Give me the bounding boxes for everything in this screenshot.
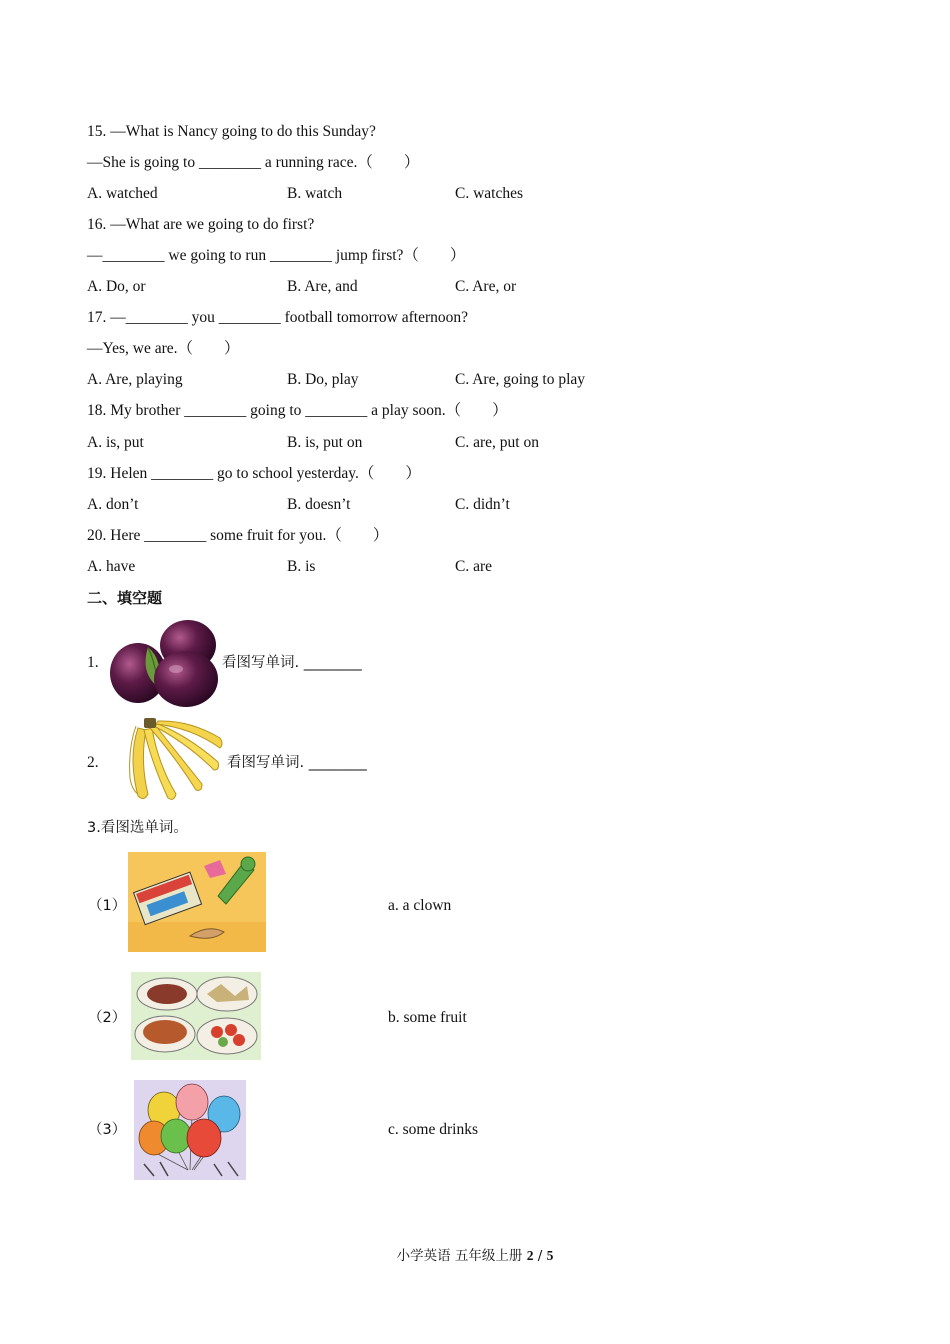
question-15-stem: 15. —What is Nancy going to do this Sunday? — [87, 123, 376, 140]
option-a: A. Are, playing — [87, 371, 183, 388]
question-16-blank: —________ we going to run ________ jump first?（ ） — [87, 247, 466, 264]
fill-item-3-title: 3.看图选单词。 — [87, 820, 188, 836]
question-19-stem: 19. Helen ________ go to school yesterday.（ ） — [87, 465, 421, 482]
fill-item-2-number: 2. — [87, 754, 99, 771]
option-a: A. don’t — [87, 496, 139, 513]
option-c: C. watches — [455, 185, 524, 202]
option-b: B. watch — [287, 185, 343, 202]
footer-page-number: 2 — [526, 1248, 534, 1263]
match-option-c: c. some drinks — [388, 1121, 478, 1138]
section-heading: 二、填空题 — [87, 589, 163, 607]
question-18-stem: 18. My brother ________ going to ________ a play soon.（ ） — [87, 402, 508, 419]
option-a: A. watched — [87, 185, 158, 202]
party-items-image — [128, 852, 266, 952]
question-16-stem: 16. —What are we going to do first? — [87, 216, 315, 233]
food-plates-image — [131, 972, 261, 1060]
banana-image — [108, 718, 224, 808]
question-16-options — [87, 277, 787, 297]
option-b: B. is, put on — [287, 434, 363, 451]
match-3-number: （3） — [88, 1122, 127, 1138]
option-a: A. have — [87, 558, 136, 575]
question-15-options — [87, 184, 787, 204]
plum-image — [106, 617, 220, 709]
option-c: C. are — [455, 558, 493, 575]
option-c: C. Are, going to play — [455, 371, 586, 388]
question-17-options — [87, 370, 787, 390]
question-19-options — [87, 495, 787, 515]
match-1-number: （1） — [88, 898, 127, 914]
match-option-b: b. some fruit — [388, 1009, 467, 1026]
question-17-answer: —Yes, we are.（ ） — [87, 340, 240, 357]
match-option-a: a. a clown — [388, 897, 452, 914]
option-a: A. is, put — [87, 434, 144, 451]
question-18-options — [87, 433, 787, 453]
question-15-blank: —She is going to ________ a running race.（ ） — [87, 154, 420, 171]
option-b: B. Do, play — [287, 371, 359, 388]
option-b: B. doesn’t — [287, 496, 351, 513]
match-2-number: （2） — [88, 1010, 127, 1026]
balloons-image — [134, 1080, 246, 1180]
question-20-stem: 20. Here ________ some fruit for you.（ ） — [87, 527, 389, 544]
footer-page-total: 5 — [546, 1248, 554, 1263]
question-17-stem: 17. —________ you ________ football tomorrow afternoon? — [87, 309, 468, 326]
option-b: B. Are, and — [287, 278, 358, 295]
fill-item-1-text: 看图写单词. ________ — [222, 655, 362, 671]
fill-item-1-number: 1. — [87, 654, 99, 671]
question-20-options — [87, 557, 787, 577]
option-c: C. didn’t — [455, 496, 510, 513]
footer-separator: / — [537, 1248, 543, 1264]
fill-item-2-text: 看图写单词. ________ — [227, 755, 367, 771]
option-a: A. Do, or — [87, 278, 146, 295]
option-b: B. is — [287, 558, 316, 575]
page-footer — [0, 1246, 950, 1266]
option-c: C. are, put on — [455, 434, 539, 451]
footer-title: 小学英语 五年级上册 — [396, 1248, 523, 1264]
option-c: C. Are, or — [455, 278, 517, 295]
